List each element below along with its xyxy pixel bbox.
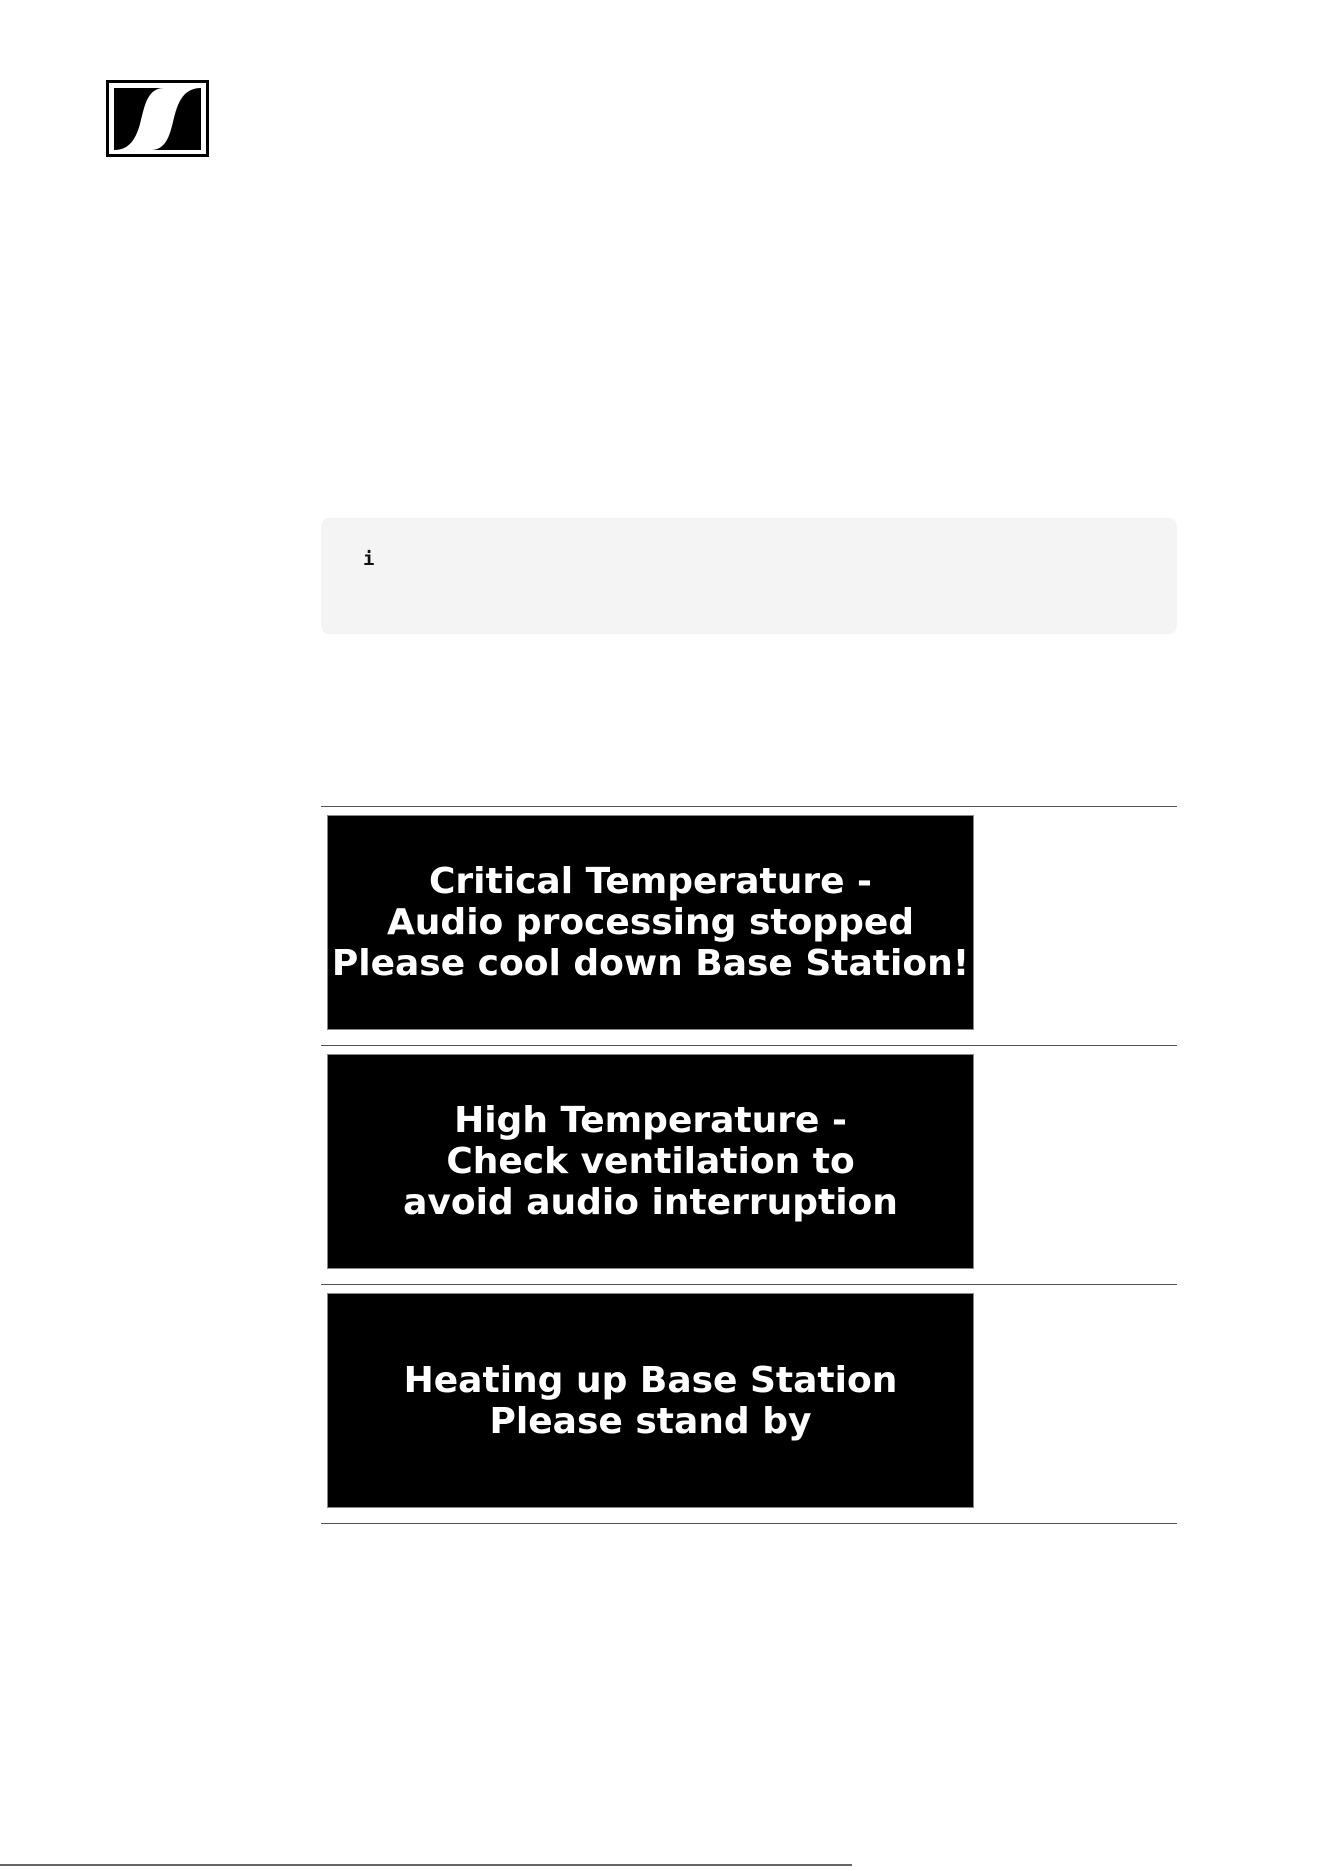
critical-temperature-display <box>328 816 973 1029</box>
display-message-line: Audio processing stopped <box>386 902 915 943</box>
high-temperature-display <box>328 1055 973 1268</box>
footer-divider <box>0 1864 852 1866</box>
info-icon: i <box>363 548 375 570</box>
table-row <box>321 1046 1177 1285</box>
brand-logo-icon <box>106 80 209 157</box>
display-message-line: avoid audio interruption <box>403 1182 898 1223</box>
heating-up-display <box>328 1294 973 1507</box>
table-row <box>321 807 1177 1046</box>
status-message-table <box>321 806 1177 1524</box>
display-message-line: High Temperature - <box>454 1100 847 1141</box>
display-message-line: Please cool down Base Station! <box>331 943 970 984</box>
display-message-line: Critical Temperature - <box>429 861 872 902</box>
display-message-line: Check ventilation to <box>446 1141 855 1182</box>
display-message <box>332 861 969 984</box>
table-row <box>321 1285 1177 1524</box>
display-message-line: Please stand by <box>489 1400 812 1442</box>
display-message-line: Heating up Base Station <box>403 1359 898 1401</box>
display-message <box>403 1100 898 1223</box>
info-note-box <box>321 518 1177 634</box>
display-message <box>404 1360 898 1442</box>
